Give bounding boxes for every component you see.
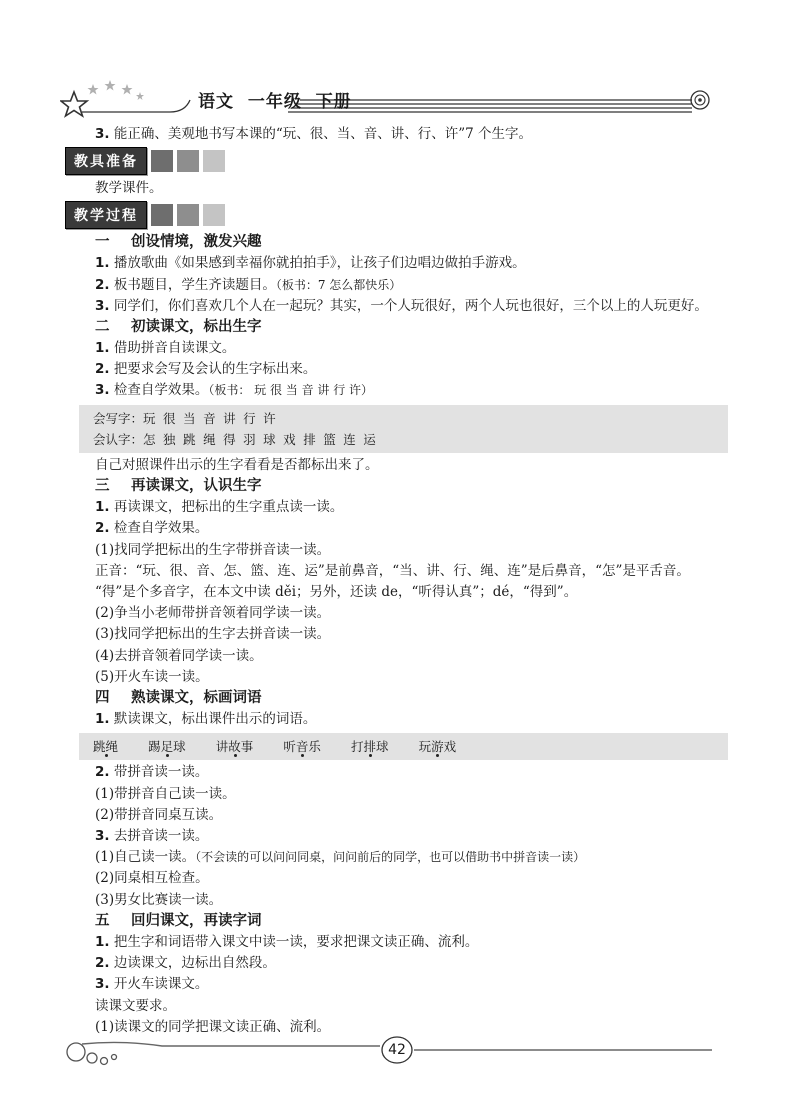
s4-sub-b1: (1)自己读一读。（不会读的可以问问同桌，问问前后的同学，也可以借助书中拼音读一读） xyxy=(95,849,586,866)
s5-sub-1: (1)读课文的同学把课文读正确、流利。 xyxy=(95,1018,331,1035)
s4-item-1: 1. 默读课文，标出课件出示的词语。 xyxy=(95,711,317,728)
objective-3: 3. 能正确、美观地书写本课的“玩、很、当、音、讲、行、许”7 个生字。 xyxy=(95,126,533,142)
tag-square xyxy=(203,150,225,172)
s3-item-2: 2. 检查自学效果。 xyxy=(95,520,209,537)
word-item: 听音乐 xyxy=(283,739,321,755)
s4-item-3: 3. 去拼音读一读。 xyxy=(95,828,209,845)
s1-item-1: 1. 播放歌曲《如果感到幸福你就拍拍手》，让孩子们边唱边做拍手游戏。 xyxy=(95,255,526,272)
page-header xyxy=(60,70,720,120)
s3-item-1: 1. 再读课文，把标出的生字重点读一读。 xyxy=(95,499,344,516)
tag-square xyxy=(177,150,199,172)
s5-item-2: 2. 边读课文，边标出自然段。 xyxy=(95,955,276,972)
character-box xyxy=(79,405,728,453)
s1-item-2: 2. 板书题目，学生齐读题目。（板书：7 怎么都快乐） xyxy=(95,276,402,293)
small-stars-icon xyxy=(88,80,145,100)
s3-sub-1: (1)找同学把标出的生字带拼音读一读。 xyxy=(95,541,331,558)
word-item: 打排球 xyxy=(351,739,389,755)
tag-square xyxy=(203,204,225,226)
process-label: 教学过程 xyxy=(65,201,147,229)
s2-item-3: 3. 检查自学效果。（板书： 玩 很 当 音 讲 行 许） xyxy=(95,382,374,399)
s2-after: 自己对照课件出示的生字看看是否都标出来了。 xyxy=(95,457,379,474)
write-characters: 会写字：玩 很 当 音 讲 行 许 xyxy=(93,410,276,426)
s4-sub-a1: (1)带拼音自己读一读。 xyxy=(95,785,236,802)
s3-sub-5: (5)开火车读一读。 xyxy=(95,668,209,685)
s5-requirement: 读课文要求。 xyxy=(95,997,176,1014)
tools-label: 教具准备 xyxy=(65,147,147,175)
section-4-heading: 四 熟读课文，标画词语 xyxy=(95,690,262,707)
tag-square xyxy=(177,204,199,226)
page-body xyxy=(74,124,713,1038)
s2-item-2: 2. 把要求会写及会认的生字标出来。 xyxy=(95,361,317,378)
s4-sub-b2: (2)同桌相互检查。 xyxy=(95,870,209,887)
word-item: 跳绳 xyxy=(93,739,119,755)
page-footer xyxy=(62,1030,722,1080)
s3-sub-3: (3)找同学把标出的生字去拼音读一读。 xyxy=(95,626,331,643)
s3-pronunciation: 正音：“玩、很、音、怎、篮、连、运”是前鼻音，“当、讲、行、绳、连”是后鼻音，“怎”是平舌音。 xyxy=(95,562,690,579)
spiral-icon xyxy=(691,91,709,109)
tools-text: 教学课件。 xyxy=(95,180,163,197)
word-item: 讲故事 xyxy=(215,739,254,755)
word-item: 踢足球 xyxy=(148,739,186,755)
s5-item-3: 3. 开火车读课文。 xyxy=(95,976,209,993)
s4-sub-a2: (2)带拼音同桌互读。 xyxy=(95,806,223,823)
tag-square xyxy=(151,150,173,172)
section-2-heading: 二 初读课文，标出生字 xyxy=(95,319,262,336)
header-decoration xyxy=(60,70,720,120)
word-box xyxy=(79,733,728,760)
section-1-heading: 一 创设情境，激发兴趣 xyxy=(95,234,262,251)
bubbles-icon xyxy=(67,1043,117,1065)
s1-item-3: 3. 同学们，你们喜欢几个人在一起玩？其实，一个人玩很好，两个人玩也很好，三个以上的人玩更好。 xyxy=(95,297,708,314)
section-5-heading: 五 回归课文，再读字词 xyxy=(95,912,262,929)
read-characters: 会认字：怎 独 跳 绳 得 羽 球 戏 排 篮 连 运 xyxy=(93,431,376,447)
s4-item-2: 2. 带拼音读一读。 xyxy=(95,764,209,781)
tools-section-tag xyxy=(65,148,713,174)
s5-item-1: 1. 把生字和词语带入课文中读一读，要求把课文读正确、流利。 xyxy=(95,933,479,950)
tag-square xyxy=(151,204,173,226)
book-title: 语文 一年级 下册 xyxy=(198,92,352,112)
s3-sub-2: (2)争当小老师带拼音领着同学读一读。 xyxy=(95,605,331,622)
s4-sub-b3: (3)男女比赛读一读。 xyxy=(95,891,223,908)
section-3-heading: 三 再读课文，认识生字 xyxy=(95,478,262,495)
s2-item-1: 1. 借助拼音自读课文。 xyxy=(95,340,236,357)
word-item: 玩游戏 xyxy=(418,739,457,755)
s3-polyphone: “得”是个多音字，在本文中读 děi；另外，还读 de，“听得认真”；dé，“得到”。 xyxy=(95,584,578,601)
word-list xyxy=(93,736,714,757)
page-number: 42 xyxy=(388,1042,406,1058)
process-section-tag xyxy=(65,202,713,228)
s3-sub-4: (4)去拼音领着同学读一读。 xyxy=(95,647,263,664)
